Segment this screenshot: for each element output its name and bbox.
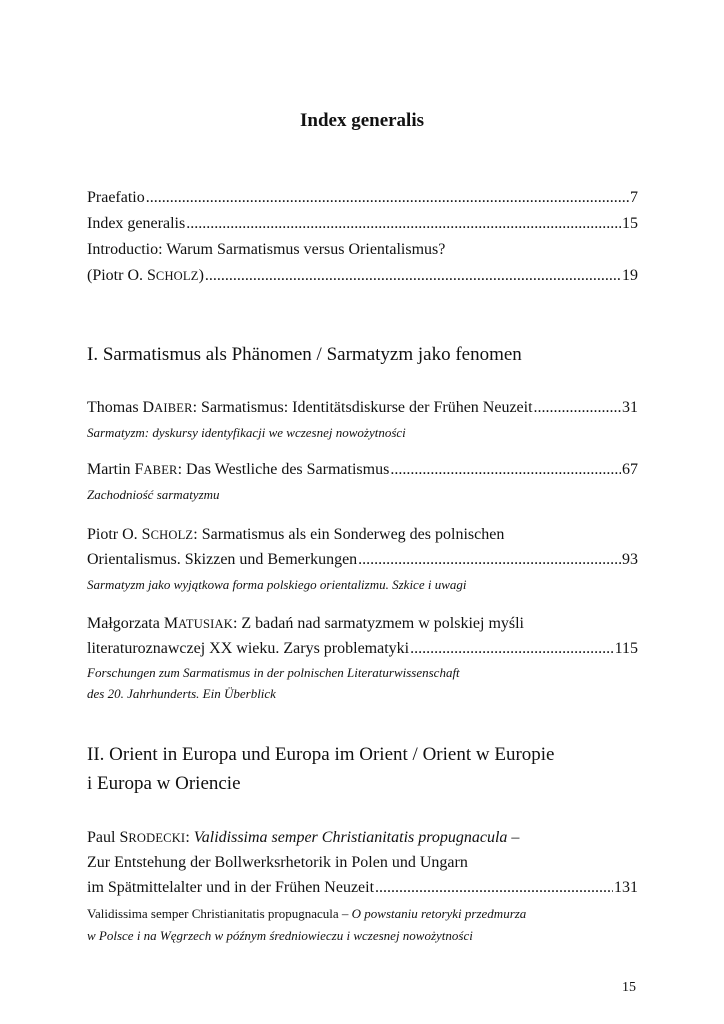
toc-entry-title: Orientalismus. Skizzen und Bemerkungen <box>87 551 358 568</box>
toc-page-number: 7 <box>630 189 638 206</box>
toc-entry-subtitle: w Polsce i na Węgrzech w późnym średniowieczu i wczesnej nowożytności <box>87 928 473 943</box>
toc-page-number: 93 <box>622 551 638 568</box>
toc-entry-srodecki-line3[interactable] <box>87 878 638 898</box>
leader-dots <box>358 550 621 570</box>
page-number: 15 <box>622 980 636 995</box>
toc-entry-subtitle: Forschungen zum Sarmatismus in der polnischen Literaturwissenschaft <box>87 665 460 680</box>
section-heading-2-line2: i Europa w Oriencie <box>87 773 241 794</box>
toc-entry-subtitle: Sarmatyzm: dyskursy identyfikacji we wczesnej nowożytności <box>87 425 406 440</box>
toc-entry-faber[interactable] <box>87 460 638 480</box>
leader-dots <box>186 214 621 234</box>
toc-entry-introductio[interactable]: Introductio: Warum Sarmatismus versus Orientalismus? <box>87 241 446 258</box>
toc-entry-title: Martin FABER: Das Westliche des Sarmatismus <box>87 461 390 478</box>
toc-entry-scholz[interactable]: Piotr O. SCHOLZ: Sarmatismus als ein Sonderweg des polnischen <box>87 526 505 543</box>
toc-entry-title: (Piotr O. SCHOLZ) <box>87 267 204 284</box>
toc-page-number: 67 <box>622 461 638 478</box>
toc-entry-title: Praefatio <box>87 189 145 206</box>
toc-entry-srodecki[interactable]: Paul SRODECKI: Validissima semper Christianitatis propugnacula – <box>87 829 520 846</box>
toc-entry-title: im Spätmittelalter und in der Frühen Neuzeit <box>87 879 375 896</box>
leader-dots <box>205 266 621 286</box>
section-heading-1: I. Sarmatismus als Phänomen / Sarmatyzm jako fenomen <box>87 344 522 365</box>
toc-entry-subtitle: Validissima semper Christianitatis propugnacula – O powstaniu retoryki przedmurza <box>87 906 527 921</box>
toc-entry-daiber[interactable] <box>87 398 638 418</box>
toc-entry-praefatio[interactable] <box>87 188 638 208</box>
toc-page-number: 15 <box>622 215 638 232</box>
toc-entry-title: literaturoznawczej XX wieku. Zarys problematyki <box>87 640 410 657</box>
leader-dots <box>390 460 621 480</box>
toc-entry-subtitle: Zachodniość sarmatyzmu <box>87 487 220 502</box>
leader-dots <box>375 878 613 898</box>
toc-page-number: 131 <box>614 879 638 896</box>
page-title: Index generalis <box>299 110 425 131</box>
toc-entry-subtitle: des 20. Jahrhunderts. Ein Überblick <box>87 686 276 701</box>
toc-page-number: 115 <box>614 640 638 657</box>
toc-entry-title: Index generalis <box>87 215 186 232</box>
toc-entry-introductio-author[interactable] <box>87 266 638 286</box>
section-heading-2: II. Orient in Europa und Europa im Orient / Orient w Europie <box>87 744 555 765</box>
toc-page-number: 31 <box>622 399 638 416</box>
leader-dots <box>410 639 613 659</box>
toc-entry-title: Thomas DAIBER: Sarmatismus: Identitätsdiskurse der Frühen Neuzeit <box>87 399 533 416</box>
toc-entry-srodecki-line2[interactable]: Zur Entstehung der Bollwerksrhetorik in Polen und Ungarn <box>87 854 468 871</box>
toc-page-number: 19 <box>622 267 638 284</box>
toc-entry-subtitle: Sarmatyzm jako wyjątkowa forma polskiego orientalizmu. Szkice i uwagi <box>87 577 467 592</box>
leader-dots <box>146 188 629 208</box>
leader-dots <box>534 398 621 418</box>
toc-entry-matusiak-line2[interactable] <box>87 639 638 659</box>
toc-entry-index-generalis[interactable] <box>87 214 638 234</box>
toc-entry-matusiak[interactable]: Małgorzata MATUSIAK: Z badań nad sarmatyzmem w polskiej myśli <box>87 615 524 632</box>
toc-entry-scholz-line2[interactable] <box>87 550 638 570</box>
